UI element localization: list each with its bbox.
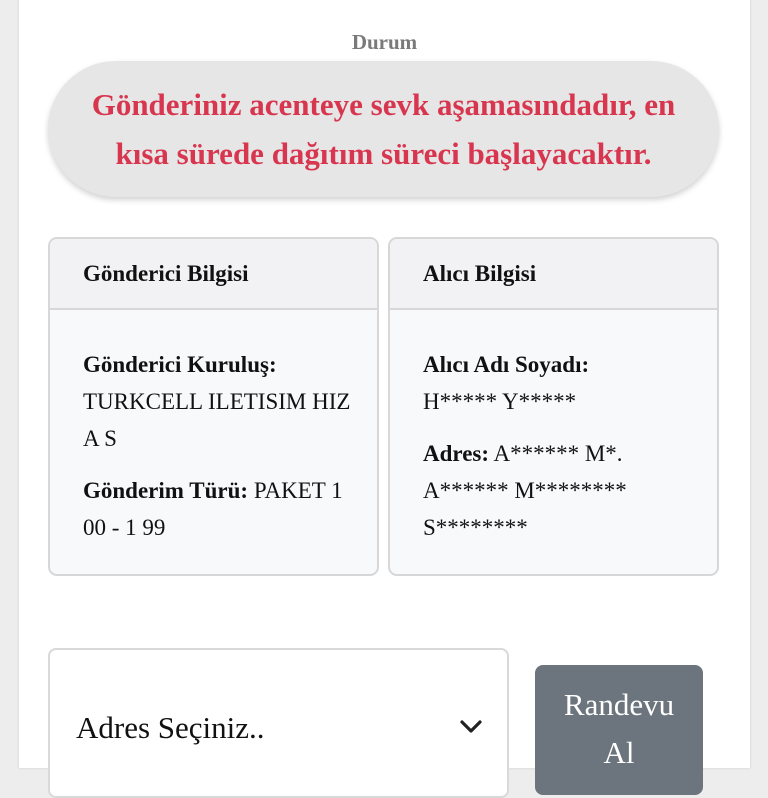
sender-organization-value: TURKCELL ILETISIM HIZ A S [83,389,351,451]
receiver-address-label: Adres: [423,441,490,466]
chevron-down-icon [456,712,486,742]
shipment-type-label: Gönderim Türü: [83,478,249,503]
status-message: Gönderiniz acenteye sevk aşamasındadır, en kısa sürede dağıtım süreci başlayacaktır. [91,87,676,171]
shipment-type-value: PAKET 1 00 - 1 99 [83,478,343,540]
sender-card [48,237,379,576]
sender-shipment-type [83,472,357,546]
receiver-address-value: A****** M*. A****** M******** S******** [423,441,627,540]
receiver-address [423,435,697,546]
tracking-page [19,0,750,768]
status-banner [48,61,719,197]
sender-card-body [50,310,377,546]
receiver-name-label: Alıcı Adı Soyadı: [423,352,590,377]
sender-card-title: Gönderici Bilgisi [50,239,377,310]
receiver-name [423,346,697,420]
address-select[interactable] [48,648,509,798]
address-select-value: Adres Seçiniz.. [76,710,265,745]
sender-organization [83,346,357,457]
sender-organization-label: Gönderici Kuruluş: [83,352,277,377]
receiver-card [388,237,719,576]
status-label: Durum [351,30,418,54]
receiver-card-title: Alıcı Bilgisi [390,239,717,310]
receiver-card-body [390,310,717,546]
appointment-button[interactable]: Randevu Al [535,665,703,795]
receiver-name-value: H***** Y***** [423,389,577,414]
